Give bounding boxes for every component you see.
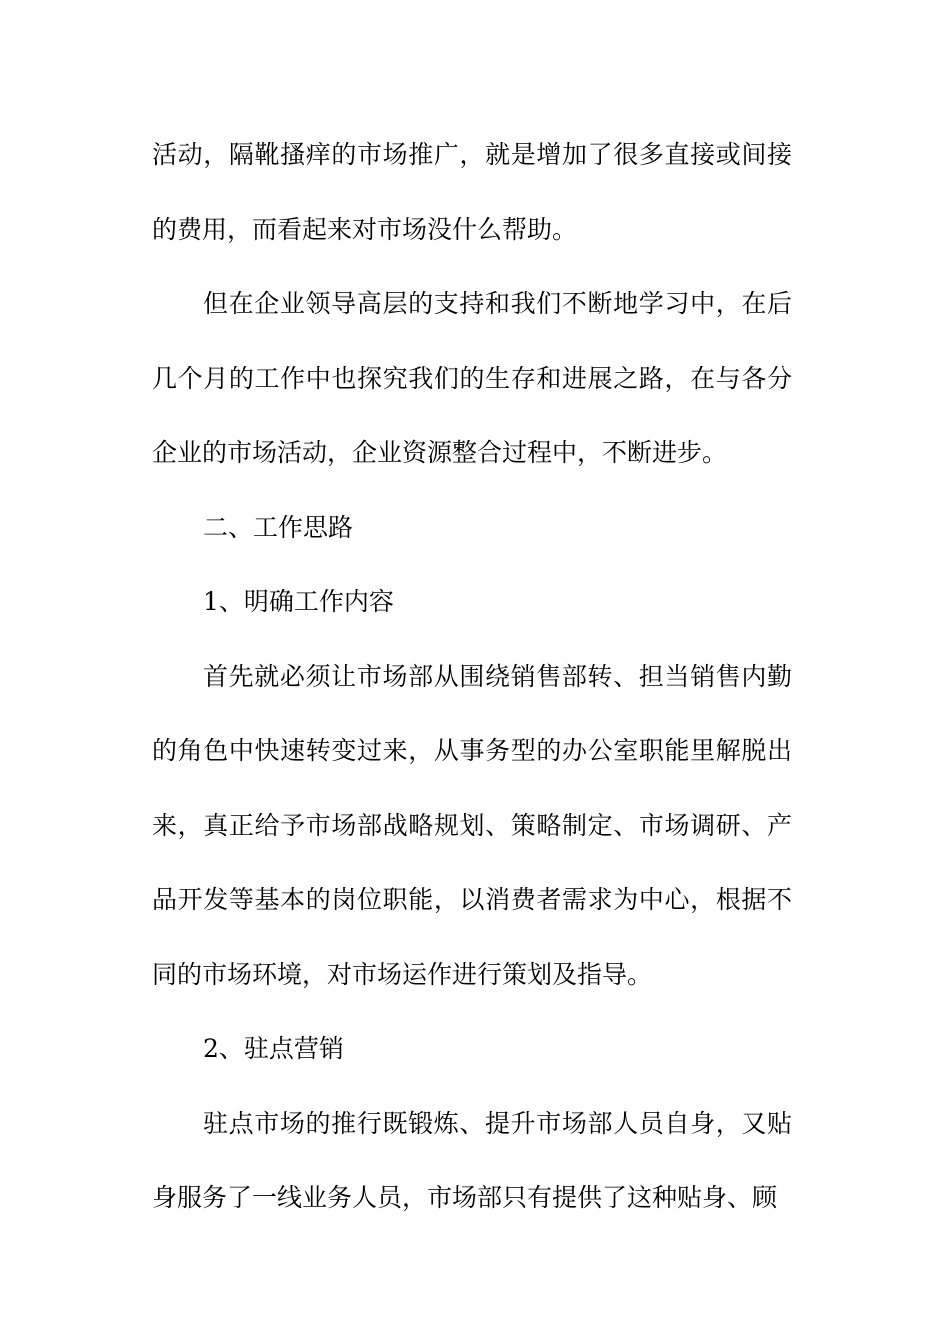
subheading-onsite-marketing: 2、驻点营销	[203, 1034, 344, 1063]
paragraph-progress: 但在企业领导高层的支持和我们不断地学习中，在后几个月的工作中也探究我们的生存和进展之路，在与各分企业的市场活动，企业资源整合过程中，不断进步。	[152, 289, 792, 467]
document-body	[152, 118, 792, 1236]
paragraph-work-content: 首先就必须让市场部从围绕销售部转、担当销售内勤的角色中快速转变过来，从事务型的办公室职能里解脱出来，真正给予市场部战略规划、策略制定、市场调研、产品开发等基本的岗位职能，以消费者需求为中心，根据不同的市场环境，对市场运作进行策划及指导。	[152, 661, 792, 989]
section-heading-work-ideas: 二、工作思路	[203, 512, 354, 542]
subheading-clarify-work-content: 1、明确工作内容	[203, 587, 394, 616]
paragraph-onsite-marketing: 驻点市场的推行既锻炼、提升市场部人员自身，又贴身服务了一线业务人员，市场部只有提供了这种贴身、顾	[152, 1108, 792, 1212]
paragraph-continuation: 活动，隔靴搔痒的市场推广，就是增加了很多直接或间接的费用，而看起来对市场没什么帮助。	[152, 140, 792, 244]
